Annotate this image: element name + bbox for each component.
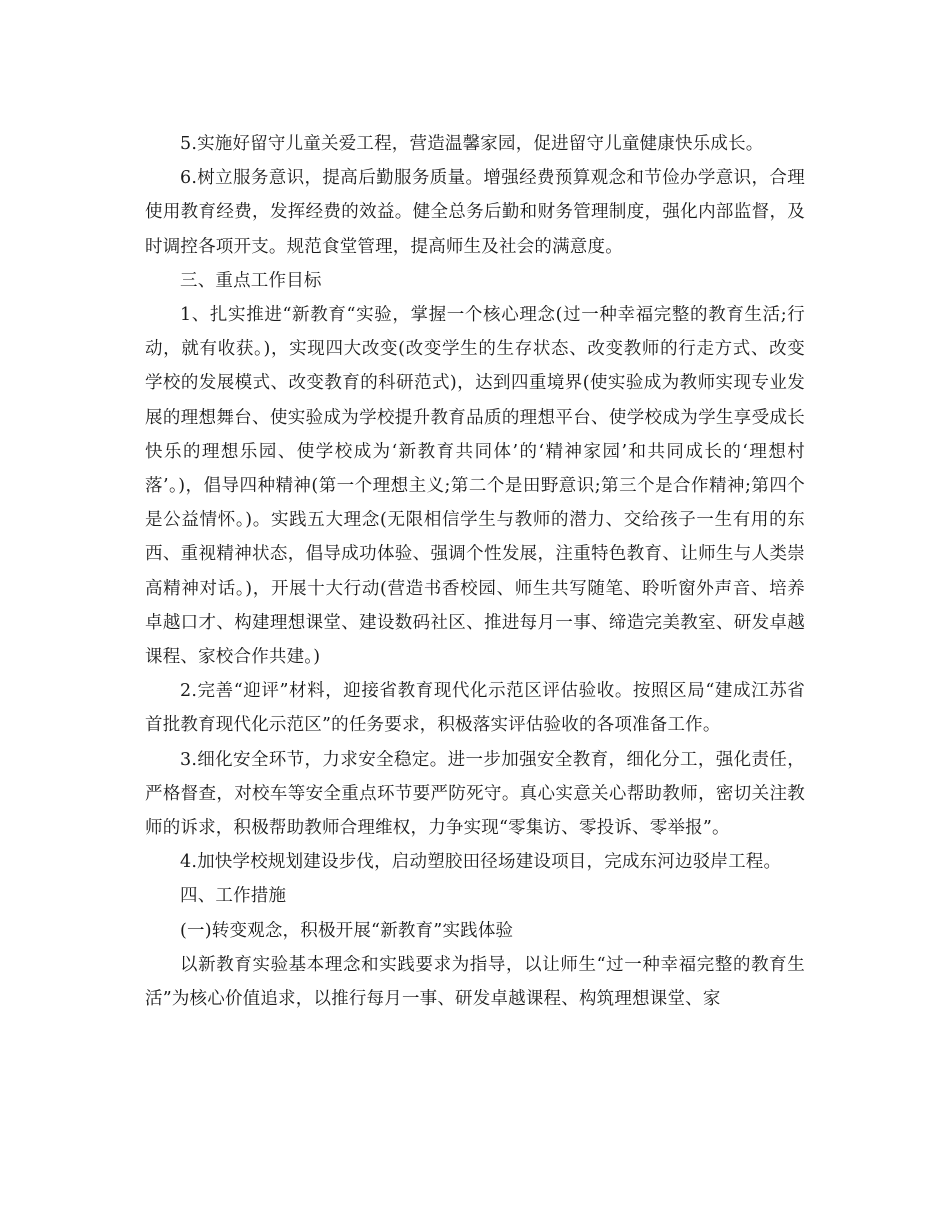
section-heading-measures: 四、工作措施 bbox=[180, 886, 287, 907]
paragraph-item-5: 5.实施好留守儿童关爱工程，营造温馨家园，促进留守儿童健康快乐成长。 bbox=[180, 134, 764, 154]
section-heading-key-goals: 三、重点工作目标 bbox=[180, 270, 322, 291]
document-page bbox=[145, 127, 805, 1016]
paragraph-goal-2: 2.完善“迎评”材料，迎接省教育现代化示范区评估验收。按照区局“建成江苏省首批教育现代化示范区”的任务要求，积极落实评估验收的各项准备工作。 bbox=[145, 681, 805, 736]
paragraph-item-6: 6.树立服务意识，提高后勤服务质量。增强经费预算观念和节俭办学意识，合理使用教育经费，发挥经费的效益。健全总务后勤和财务管理制度，强化内部监督，及时调控各项开支。规范食堂管理，提高师生及社会的满意度。 bbox=[145, 168, 805, 257]
paragraph-goal-1: 1、扎实推进“新教育“实验，掌握一个核心理念(过一种幸福完整的教育生活;行动，就有收获。)，实现四大改变(改变学生的生存状态、改变教师的行走方式、改变学校的发展模式、改变教育的科研范式)，达到四重境界(使实验成为教师实现专业发展的理想舞台、使实验成为学校提升教育品质的理想平台、使学校成为学生享受成长快乐的理想乐园、使学校成为‘新教育共同体’的‘精神家园’和共同成长的‘理想村落’。)，倡导四种精神(第一个理想主义;第二个是田野意识;第三个是合作精神;第四个是公益情怀。)。实践五大理念(无限相信学生与教师的潜力、交给孩子一生有用的东西、重视精神状态，倡导成功体验、强调个性发展，注重特色教育、让师生与人类崇高精神对话。)，开展十大行动(营造书香校园、师生共写随笔、聆听窗外声音、培养卓越口才、构建理想课堂、建设数码社区、推进每月一事、缔造完美教室、研发卓越课程、家校合作共建。) bbox=[145, 305, 805, 668]
paragraph-measures-intro: 以新教育实验基本理念和实践要求为指导，以让师生“过一种幸福完整的教育生活”为核心价值追求，以推行每月一事、研发卓越课程、构筑理想课堂、家 bbox=[145, 954, 805, 1010]
paragraph-goal-3: 3.细化安全环节，力求安全稳定。进一步加强安全教育，细化分工，强化责任，严格督查，对校车等安全重点环节要严防死守。真心实意关心帮助教师，密切关注教师的诉求，积极帮助教师合理维权，力争实现“零集访、零投诉、零举报”。 bbox=[145, 749, 805, 839]
paragraph-goal-4: 4.加快学校规划建设步伐，启动塑胶田径场建设项目，完成东河边驳岸工程。 bbox=[180, 852, 782, 873]
subsection-heading-1: (一)转变观念，积极开展“新教育”实践体验 bbox=[180, 920, 514, 941]
